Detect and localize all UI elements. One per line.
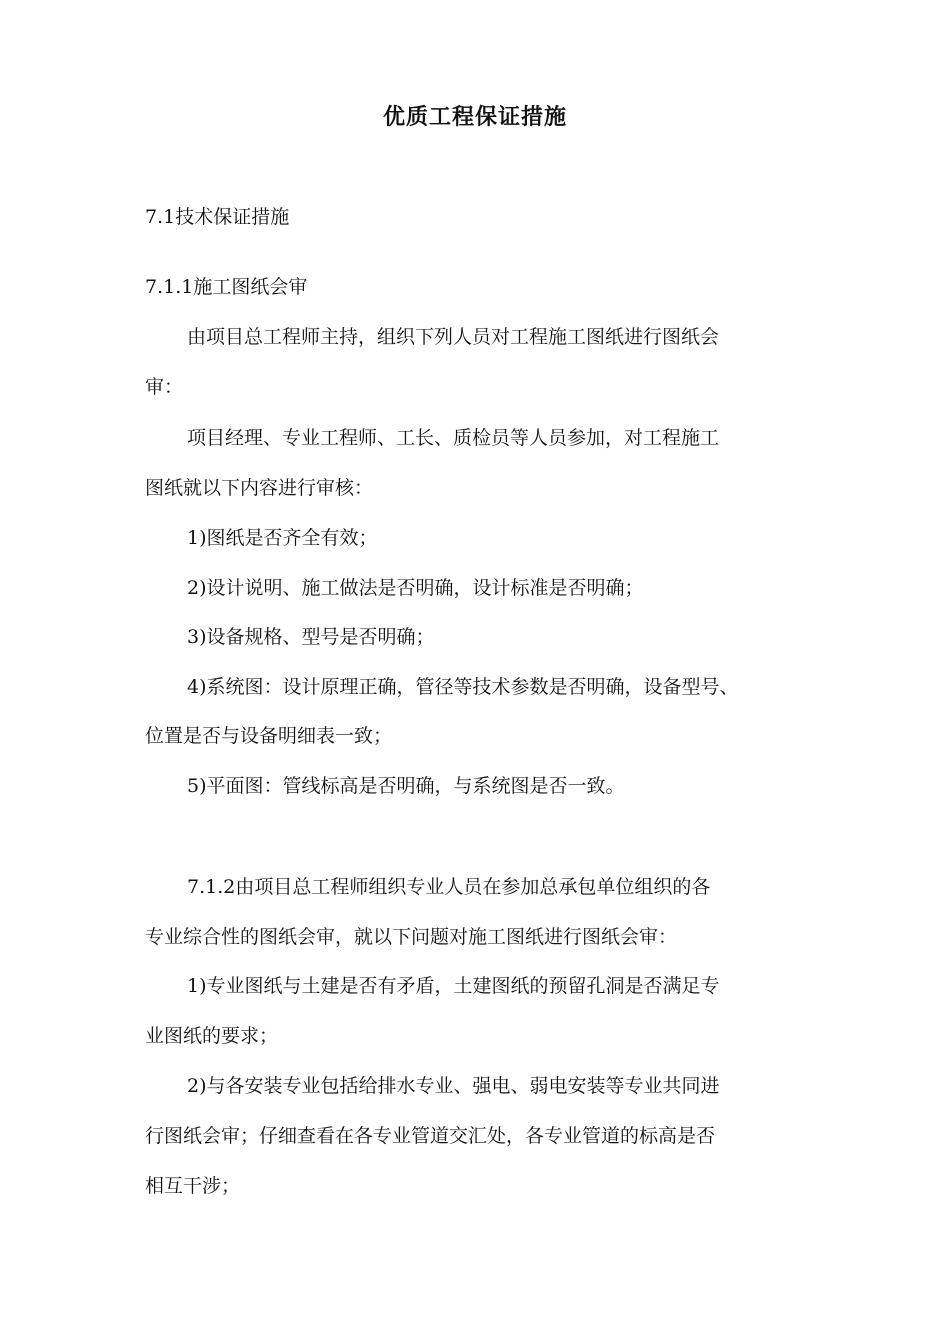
list-item: 4)系统图：设计原理正确，管径等技术参数是否明确，设备型号、 xyxy=(187,676,739,698)
paragraph-line: 由项目总工程师主持，组织下列人员对工程施工图纸进行图纸会 xyxy=(187,326,720,348)
list-item-continuation: 业图纸的要求； xyxy=(145,1025,279,1047)
list-item: 1)专业图纸与土建是否有矛盾，土建图纸的预留孔洞是否满足专 xyxy=(187,975,720,997)
paragraph-line: 图纸就以下内容进行审核： xyxy=(145,477,374,499)
section-heading-7-1: 7.1技术保证措施 xyxy=(145,206,290,228)
subsection-heading-7-1-1: 7.1.1施工图纸会审 xyxy=(145,276,308,298)
paragraph-line: 专业综合性的图纸会审，就以下问题对施工图纸进行图纸会审： xyxy=(145,926,678,948)
list-item: 5)平面图：管线标高是否明确，与系统图是否一致。 xyxy=(187,775,625,797)
list-item: 3)设备规格、型号是否明确； xyxy=(187,626,435,648)
subsection-heading-7-1-2: 7.1.2由项目总工程师组织专业人员在参加总承包单位组织的各 xyxy=(187,876,711,898)
paragraph-line: 项目经理、专业工程师、工长、质检员等人员参加，对工程施工 xyxy=(187,427,720,449)
list-item: 2)与各安装专业包括给排水专业、强电、弱电安装等专业共同进 xyxy=(187,1075,720,1097)
list-item-continuation: 行图纸会审；仔细查看在各专业管道交汇处，各专业管道的标高是否 xyxy=(145,1125,716,1147)
list-item: 2)设计说明、施工做法是否明确，设计标准是否明确； xyxy=(187,577,644,599)
list-item-continuation: 位置是否与设备明细表一致； xyxy=(145,725,393,747)
paragraph-line: 审： xyxy=(145,376,184,398)
document-title: 优质工程保证措施 xyxy=(382,105,567,130)
list-item: 1)图纸是否齐全有效； xyxy=(187,527,378,549)
list-item-continuation: 相互干涉； xyxy=(145,1175,241,1197)
